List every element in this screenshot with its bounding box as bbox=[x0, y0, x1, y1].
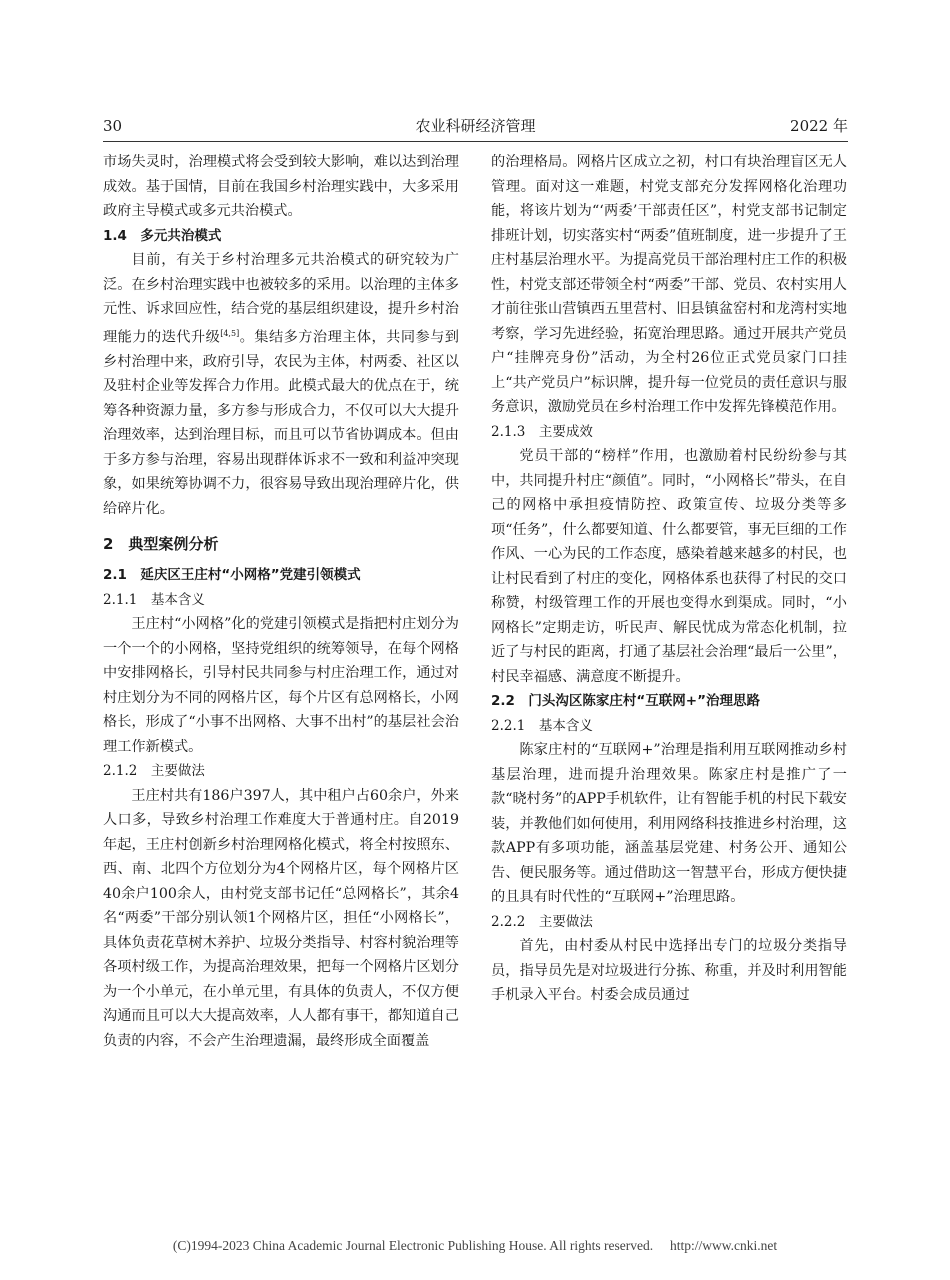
page-number: 30 bbox=[103, 117, 123, 135]
section-heading-1-4: 1.4 多元共治模式 bbox=[103, 227, 222, 244]
section-heading-2-2-2: 2.2.2 主要做法 bbox=[491, 913, 593, 930]
paragraph bbox=[103, 248, 459, 521]
publication-year: 2022 年 bbox=[790, 117, 848, 135]
paragraph: 王庄村“小网格”化的党建引领模式是指把村庄划分为一个一个的小网格，坚持党组织的统筹领导，在每个网格中安排网格长，引导村民共同参与村庄治理工作，通过对村庄划分为不同的网格片区，每个片区有总网格长，小网格长，形成了“小事不出网格、大事不出村”的基层社会治理工作新模式。 bbox=[103, 616, 459, 755]
section-heading-2-2: 2.2 门头沟区陈家庄村“互联网+”治理思路 bbox=[491, 693, 760, 709]
paragraph-text: 。集结多方治理主体，共同参与到乡村治理中来，政府引导，农民为主体，村两委、社区以及驻村企业等发挥合力作用。此模式最大的优点在于，统筹各种资源力量，多方参与形成合力，不仅可以大大提升治理效率，达到治理目标，而且可以节省协调成本。但由于多方参与治理，容易出现群体诉求不一致和利益冲突现象，如果统筹协调不力，很容易导致出现治理碎片化，供给碎片化。 bbox=[103, 329, 459, 517]
section-heading-2-1: 2.1 延庆区王庄村“小网格”党建引领模式 bbox=[103, 567, 361, 584]
right-column bbox=[491, 150, 847, 1008]
section-heading-2-2-1: 2.2.1 基本含义 bbox=[491, 717, 593, 734]
section-heading-2-1-3: 2.1.3 主要成效 bbox=[491, 423, 593, 440]
section-heading-2-1-2: 2.1.2 主要做法 bbox=[103, 763, 205, 780]
section-heading-2-1-1: 2.1.1 基本含义 bbox=[103, 591, 205, 608]
copyright-footer: (C)1994-2023 China Academic Journal Electronic Publishing House. All rights reserved. http://www.cnki.net bbox=[172, 1238, 778, 1253]
page-header bbox=[103, 114, 848, 138]
paragraph: 的治理格局。网格片区成立之初，村口有块治理盲区无人管理。面对这一难题，村党支部充分发挥网格化治理功能，将该片划为“‘两委’干部责任区”，村党支部书记制定排班计划，切实落实村“两委”值班制度，进一步提升了王庄村基层治理水平。为提高党员干部治理村庄工作的积极性，村党支部还带领全村“两委”干部、党员、农村实用人才前往张山营镇西五里营村、旧县镇盆窑村和龙湾村实地考察，学习先进经验，拓宽治理思路。通过开展共产党员户“挂牌亮身份”活动，为全村26位正式党员家门口挂上“共产党员户”标识牌，提升每一位党员的责任意识与服务意识，激励党员在乡村治理工作中发挥先锋模范作用。 bbox=[491, 154, 847, 415]
paragraph: 陈家庄村的“互联网+”治理是指利用互联网推动乡村基层治理，进而提升治理效果。陈家庄村是推广了一款“晓村务”的APP手机软件，让有智能手机的村民下载安装，并教他们如何使用，利用网络科技推进乡村治理，这款APP有多项功能，涵盖基层党建、村务公开、通知公告、便民服务等。通过借助这一智慧平台，形成方便快捷的且具有时代性的“互联网+”治理思路。 bbox=[491, 742, 847, 905]
paragraph: 首先，由村委从村民中选择出专门的垃圾分类指导员，指导员先是对垃圾进行分拣、称重，并及时利用智能手机录入平台。村委会成员通过 bbox=[491, 938, 847, 1003]
citation: [4,5] bbox=[220, 328, 240, 338]
section-heading-2: 2 典型案例分析 bbox=[103, 535, 219, 554]
journal-title: 农业科研经济管理 bbox=[415, 117, 536, 135]
paragraph: 党员干部的“榜样”作用，也激励着村民纷纷参与其中，共同提升村庄“颜值”。同时，“小网格长”带头，在自己的网格中承担疫情防控、政策宣传、垃圾分类等多项“任务”，什么都要知道、什么都要管，事无巨细的工作作风、一心为民的工作态度，感染着越来越多的村民，也让村民看到了村庄的变化，网格体系也获得了村民的交口称赞，村级管理工作的开展也变得水到渠成。同时，“小网格长”定期走访，听民声、解民忧成为常态化机制，拉近了与村民的距离，打通了基层社会治理“最后一公里”，村民幸福感、满意度不断提升。 bbox=[491, 448, 847, 685]
paragraph: 王庄村共有186户397人，其中租户占60余户，外来人口多，导致乡村治理工作难度大于普通村庄。自2019年起，王庄村创新乡村治理网格化模式，将全村按照东、西、南、北四个方位划分为4个网格片区，每个网格片区40余户100余人，由村党支部书记任“总网格长”，其余4名“两委”干部分别认领1个网格片区，担任“小网格长”，具体负责花草树木养护、垃圾分类指导、村容村貌治理等各项村级工作，为提高治理效果，把每一个网格片区划分为一个小单元，在小单元里，有具体的负责人，不仅方便沟通而且可以大大提高效率，人人都有事干，都知道自己负责的内容，不会产生治理遗漏，最终形成全面覆盖 bbox=[103, 787, 459, 1049]
paragraph-text: 目前，有关于乡村治理多元共治模式的研究较为广泛。在乡村治理实践中也被较多的采用。以治理的主体多元性、诉求回应性，结合党的基层组织建设，提升乡村治理能力的迭代升级 bbox=[103, 252, 459, 346]
header-rule bbox=[103, 141, 848, 142]
left-column bbox=[103, 150, 459, 1053]
paragraph: 市场失灵时，治理模式将会受到较大影响，难以达到治理成效。基于国情，目前在我国乡村治理实践中，大多采用政府主导模式或多元共治模式。 bbox=[103, 154, 459, 219]
